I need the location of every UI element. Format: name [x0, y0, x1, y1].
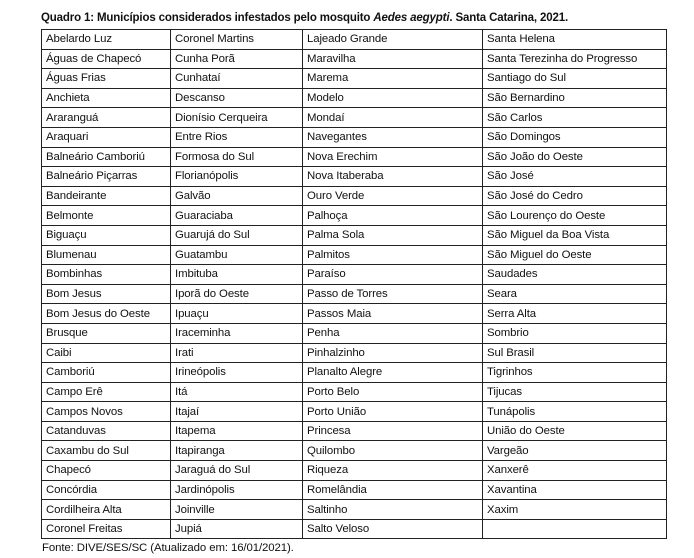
- table-cell: Riqueza: [303, 461, 483, 481]
- table-row: [42, 127, 667, 147]
- table-row: [42, 49, 667, 69]
- table-cell: Saltinho: [303, 500, 483, 520]
- document: [41, 8, 666, 557]
- table-cell: Guaraciaba: [171, 206, 303, 226]
- table-row: [42, 441, 667, 461]
- table-row: [42, 461, 667, 481]
- title-suffix: . Santa Catarina, 2021.: [449, 12, 569, 24]
- table-cell: Salto Veloso: [303, 519, 483, 539]
- table-cell: Coronel Freitas: [42, 519, 171, 539]
- table-cell: Quilombo: [303, 441, 483, 461]
- table-row: [42, 167, 667, 187]
- table-row: [42, 480, 667, 500]
- table-cell: Porto Belo: [303, 382, 483, 402]
- table-cell: Jardinópolis: [171, 480, 303, 500]
- table-row: [42, 304, 667, 324]
- table-cell: Mondaí: [303, 108, 483, 128]
- municipalities-table-body: [42, 30, 667, 539]
- table-cell: Camboriú: [42, 363, 171, 383]
- table-cell: Princesa: [303, 421, 483, 441]
- table-row: [42, 147, 667, 167]
- table-cell: Caxambu do Sul: [42, 441, 171, 461]
- table-cell: Bom Jesus do Oeste: [42, 304, 171, 324]
- table-row: [42, 323, 667, 343]
- table-cell: Cordilheira Alta: [42, 500, 171, 520]
- table-title: [41, 8, 666, 29]
- table-cell: Saudades: [483, 265, 667, 285]
- table-cell: Xavantina: [483, 480, 667, 500]
- table-row: [42, 30, 667, 50]
- table-row: [42, 284, 667, 304]
- table-cell: Jupiá: [171, 519, 303, 539]
- table-cell: Catanduvas: [42, 421, 171, 441]
- table-cell: Abelardo Luz: [42, 30, 171, 50]
- table-row: [42, 206, 667, 226]
- table-cell: Formosa do Sul: [171, 147, 303, 167]
- table-cell: Passos Maia: [303, 304, 483, 324]
- table-row: [42, 108, 667, 128]
- table-cell: Araranguá: [42, 108, 171, 128]
- title-prefix: Quadro 1: Municípios considerados infestados pelo mosquito: [41, 12, 374, 24]
- table-cell: Xaxim: [483, 500, 667, 520]
- table-cell: Bombinhas: [42, 265, 171, 285]
- table-cell: Modelo: [303, 88, 483, 108]
- table-row: [42, 343, 667, 363]
- table-cell: Cunhataí: [171, 69, 303, 89]
- table-cell: Sul Brasil: [483, 343, 667, 363]
- table-cell: Navegantes: [303, 127, 483, 147]
- table-row: [42, 245, 667, 265]
- table-cell: Itajaí: [171, 402, 303, 422]
- table-cell: Águas Frias: [42, 69, 171, 89]
- table-cell: Serra Alta: [483, 304, 667, 324]
- table-cell: Araquari: [42, 127, 171, 147]
- table-cell: Vargeão: [483, 441, 667, 461]
- table-cell: Santiago do Sul: [483, 69, 667, 89]
- table-cell: São Domingos: [483, 127, 667, 147]
- table-cell: Campos Novos: [42, 402, 171, 422]
- table-cell: Nova Itaberaba: [303, 167, 483, 187]
- table-cell: São Bernardino: [483, 88, 667, 108]
- table-cell: Paraíso: [303, 265, 483, 285]
- table-cell: São Carlos: [483, 108, 667, 128]
- table-cell: Descanso: [171, 88, 303, 108]
- table-cell: Águas de Chapecó: [42, 49, 171, 69]
- table-cell: Palmitos: [303, 245, 483, 265]
- table-cell: Guarujá do Sul: [171, 225, 303, 245]
- title-species: Aedes aegypti: [373, 12, 450, 24]
- municipalities-table: [41, 29, 667, 539]
- table-cell: Bom Jesus: [42, 284, 171, 304]
- table-cell: [483, 519, 667, 539]
- table-cell: Irati: [171, 343, 303, 363]
- source-note: Fonte: DIVE/SES/SC (Atualizado em: 16/01/2021).: [42, 542, 294, 555]
- table-row: [42, 88, 667, 108]
- table-row: [42, 421, 667, 441]
- table-cell: Passo de Torres: [303, 284, 483, 304]
- table-cell: Joinville: [171, 500, 303, 520]
- table-cell: Brusque: [42, 323, 171, 343]
- table-cell: Jaraguá do Sul: [171, 461, 303, 481]
- table-cell: Tigrinhos: [483, 363, 667, 383]
- table-cell: São Lourenço do Oeste: [483, 206, 667, 226]
- table-cell: Belmonte: [42, 206, 171, 226]
- table-cell: São João do Oeste: [483, 147, 667, 167]
- table-row: [42, 265, 667, 285]
- table-cell: Balneário Piçarras: [42, 167, 171, 187]
- table-row: [42, 402, 667, 422]
- table-row: [42, 500, 667, 520]
- table-cell: Entre Rios: [171, 127, 303, 147]
- table-row: [42, 225, 667, 245]
- table-cell: Guatambu: [171, 245, 303, 265]
- table-cell: Dionísio Cerqueira: [171, 108, 303, 128]
- table-cell: Blumenau: [42, 245, 171, 265]
- table-cell: Nova Erechim: [303, 147, 483, 167]
- table-cell: Tijucas: [483, 382, 667, 402]
- table-row: [42, 519, 667, 539]
- table-cell: Coronel Martins: [171, 30, 303, 50]
- table-cell: Anchieta: [42, 88, 171, 108]
- table-cell: Seara: [483, 284, 667, 304]
- table-cell: Itapiranga: [171, 441, 303, 461]
- table-cell: Concórdia: [42, 480, 171, 500]
- table-row: [42, 382, 667, 402]
- table-cell: Xanxerê: [483, 461, 667, 481]
- table-cell: São José: [483, 167, 667, 187]
- table-cell: Galvão: [171, 186, 303, 206]
- table-cell: Palhoça: [303, 206, 483, 226]
- table-cell: Bandeirante: [42, 186, 171, 206]
- table-cell: Ouro Verde: [303, 186, 483, 206]
- table-row: [42, 186, 667, 206]
- table-cell: Campo Erê: [42, 382, 171, 402]
- table-cell: Romelândia: [303, 480, 483, 500]
- table-cell: Santa Terezinha do Progresso: [483, 49, 667, 69]
- table-cell: União do Oeste: [483, 421, 667, 441]
- table-cell: São Miguel do Oeste: [483, 245, 667, 265]
- table-row: [42, 69, 667, 89]
- table-cell: Iraceminha: [171, 323, 303, 343]
- table-cell: Lajeado Grande: [303, 30, 483, 50]
- table-cell: Pinhalzinho: [303, 343, 483, 363]
- table-cell: Caibi: [42, 343, 171, 363]
- table-cell: Planalto Alegre: [303, 363, 483, 383]
- table-cell: Ipuaçu: [171, 304, 303, 324]
- table-cell: São José do Cedro: [483, 186, 667, 206]
- table-cell: Itá: [171, 382, 303, 402]
- table-cell: Marema: [303, 69, 483, 89]
- table-cell: Irineópolis: [171, 363, 303, 383]
- table-cell: Balneário Camboriú: [42, 147, 171, 167]
- table-cell: Imbituba: [171, 265, 303, 285]
- table-cell: Maravilha: [303, 49, 483, 69]
- table-cell: São Miguel da Boa Vista: [483, 225, 667, 245]
- table-cell: Cunha Porã: [171, 49, 303, 69]
- table-cell: Palma Sola: [303, 225, 483, 245]
- table-cell: Santa Helena: [483, 30, 667, 50]
- table-cell: Sombrio: [483, 323, 667, 343]
- table-cell: Penha: [303, 323, 483, 343]
- table-row: [42, 363, 667, 383]
- table-cell: Itapema: [171, 421, 303, 441]
- table-cell: Iporã do Oeste: [171, 284, 303, 304]
- table-cell: Tunápolis: [483, 402, 667, 422]
- table-cell: Porto União: [303, 402, 483, 422]
- table-cell: Florianópolis: [171, 167, 303, 187]
- table-cell: Biguaçu: [42, 225, 171, 245]
- table-cell: Chapecó: [42, 461, 171, 481]
